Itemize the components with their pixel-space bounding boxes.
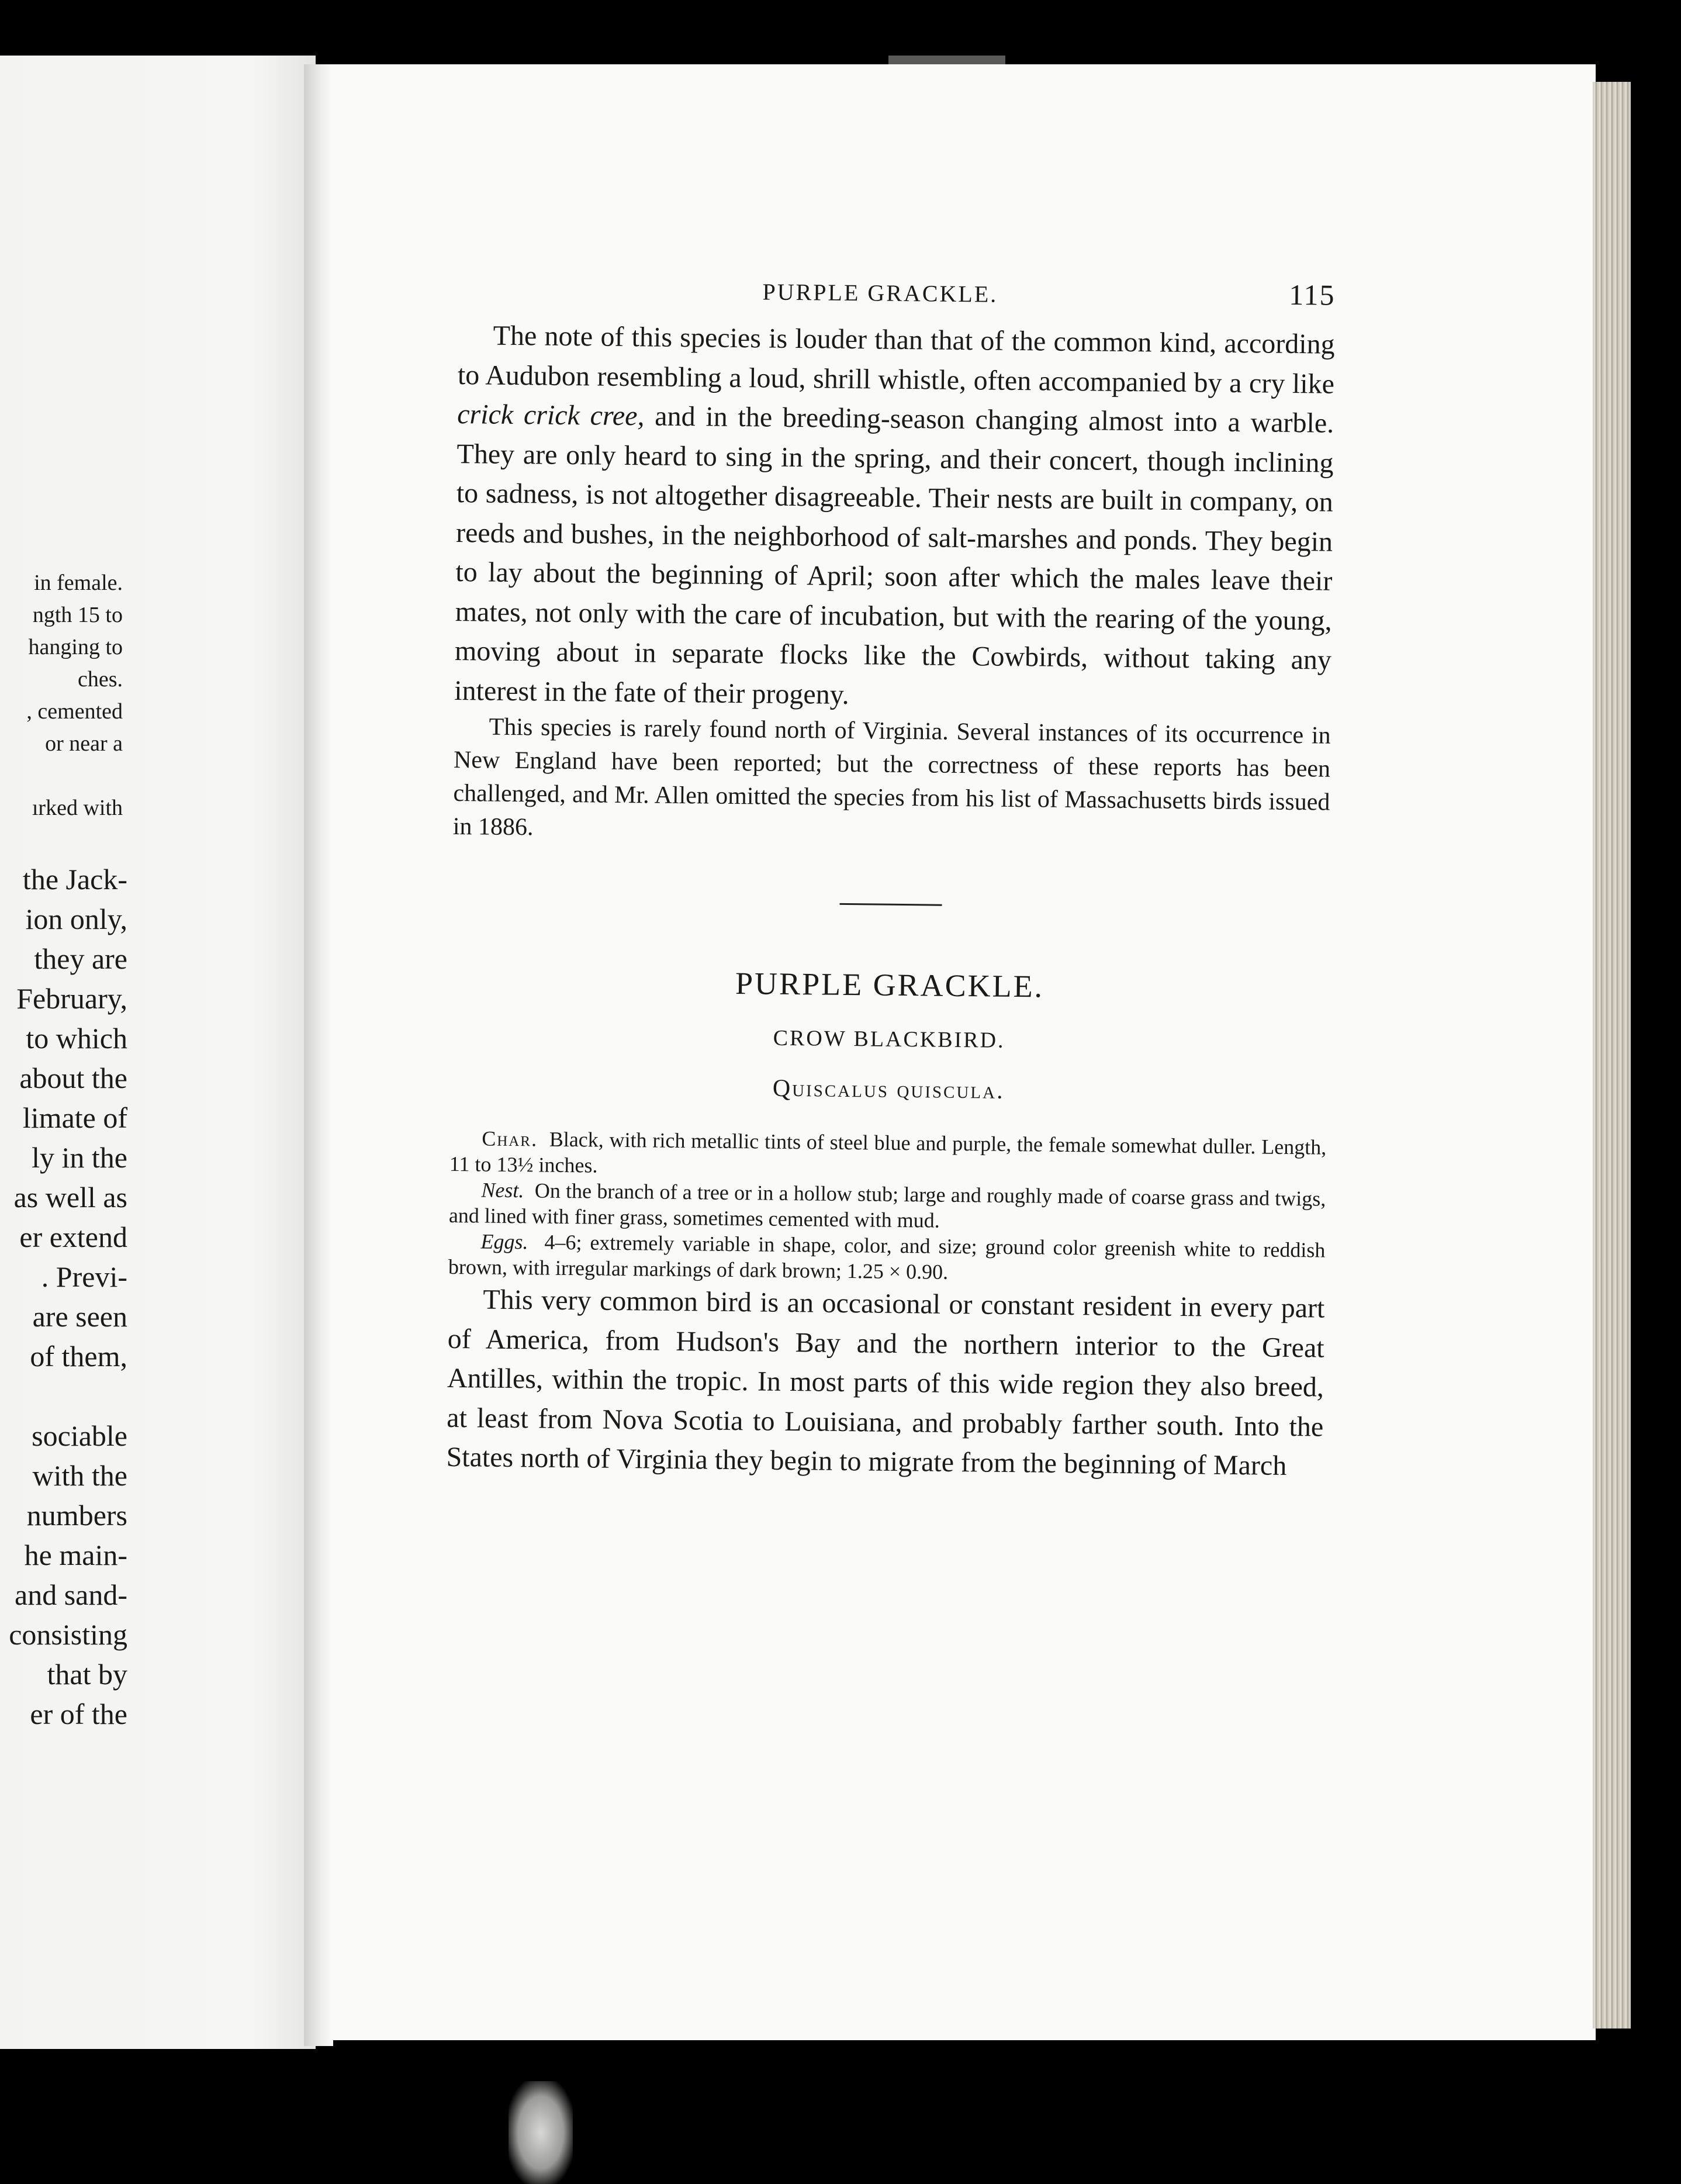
char-entry	[449, 1125, 1327, 1186]
binding-scrap-bottom	[509, 2081, 573, 2184]
latin-name: Quiscalus quiscula.	[772, 1074, 1005, 1104]
left-page-line: limate of	[22, 1101, 127, 1134]
left-page-line: or near a	[45, 731, 123, 756]
left-page-line: to which	[26, 1022, 127, 1055]
left-page-line: er of the	[30, 1698, 127, 1730]
left-page-line: sociable	[32, 1419, 127, 1452]
left-page-line: the Jack-	[22, 863, 127, 896]
running-title: PURPLE GRACKLE.	[762, 278, 998, 307]
char-label: Char.	[482, 1126, 538, 1151]
nest-label: Nest.	[481, 1178, 524, 1202]
paragraph-1-italic-call: crick crick cree,	[457, 398, 645, 432]
left-page	[0, 56, 316, 2049]
left-page-line: ngth 15 to	[32, 603, 123, 627]
species-description	[448, 1125, 1327, 1289]
left-page-line: . Previ-	[41, 1260, 127, 1293]
paragraph-note-of-species	[454, 316, 1335, 720]
page-edges	[1593, 82, 1631, 2029]
paragraph-1-text-b: and in the breeding-season changing almost into a warble. They are only heard to sing in the spring, and their concert, though inclining to sadness, is not altogether disagreeable. Their nests are built in company, on reeds and bushes, in the neighborhood of salt-marshes and ponds. They begin to lay about the beginning of April; soon after which the males leave their mates, not only with the care of incubation, but with the rearing of the young, moving about in separate flocks like the Cowbirds, without taking any interest in the fate of their progeny.	[454, 400, 1334, 710]
left-page-line: ion only,	[25, 903, 127, 935]
nest-entry	[449, 1177, 1326, 1238]
left-page-line: ırked with	[32, 796, 123, 820]
nest-text: On the branch of a tree or in a hollow stub; large and roughly made of coarse grass and twigs, and lined with finer grass, sometimes cemented with mud.	[448, 1179, 1326, 1232]
left-page-line: with the	[32, 1459, 127, 1492]
left-page-line: as well as	[13, 1181, 127, 1214]
paragraph-1-text-a: The note of this species is louder than that of the common kind, according to Audubon resembling a loud, shrill whistle, often accompanied by a cry like	[457, 320, 1335, 400]
paragraph-distribution: This very common bird is an occasional or constant resident in every part of America, from Hudson's Bay and the northern interior to the Great Antilles, within the tropic. In most parts of this wide region they also breed, at least from Nova Scotia to Louisiana, and probably farther south. Into the States north of Virginia they begin to migrate from the beginning of March	[446, 1284, 1325, 1481]
page-content	[446, 263, 1336, 1486]
eggs-label: Eggs.	[480, 1229, 528, 1254]
left-page-line: he main-	[24, 1539, 127, 1571]
left-page-line: that by	[47, 1658, 127, 1691]
running-head	[458, 263, 1336, 325]
left-page-line: of them,	[30, 1340, 127, 1373]
left-page-line: ly in the	[32, 1141, 127, 1174]
book-gutter	[304, 64, 333, 2046]
page-number: 115	[1289, 278, 1336, 312]
left-page-line: er extend	[19, 1221, 127, 1253]
left-page-line: are seen	[32, 1300, 127, 1333]
char-text: Black, with rich metallic tints of steel blue and purple, the female somewhat duller. Length, 11 to 13½ inches.	[449, 1127, 1327, 1177]
left-page-line: they are	[34, 942, 127, 975]
section-subheading: CROW BLACKBIRD.	[773, 1025, 1005, 1053]
left-page-line: numbers	[26, 1499, 127, 1532]
eggs-entry	[448, 1228, 1326, 1289]
paragraph-range-note: This species is rarely found north of Virginia. Several instances of its occurrence in New England have been reported; but the correctness of these reports has been challenged, and Mr. Allen omitted the species from his list of Massachusetts birds issued in 1886.	[452, 713, 1331, 841]
section-divider	[839, 903, 942, 906]
eggs-text: 4–6; extremely variable in shape, color, and size; ground color greenish white to reddish brown, with irregular markings of dark brown; 1.25 × 0.90.	[448, 1230, 1326, 1284]
left-page-line: , cemented	[26, 699, 123, 724]
left-page-line: consisting	[9, 1618, 127, 1651]
left-page-line: February,	[16, 982, 127, 1015]
left-page-line: and sand-	[15, 1578, 127, 1611]
left-page-line: in female.	[34, 571, 123, 595]
left-page-line: hanging to	[28, 635, 123, 659]
section-heading: PURPLE GRACKLE.	[735, 966, 1044, 1004]
left-page-line: ches.	[77, 667, 123, 692]
left-page-line: about the	[19, 1062, 127, 1094]
